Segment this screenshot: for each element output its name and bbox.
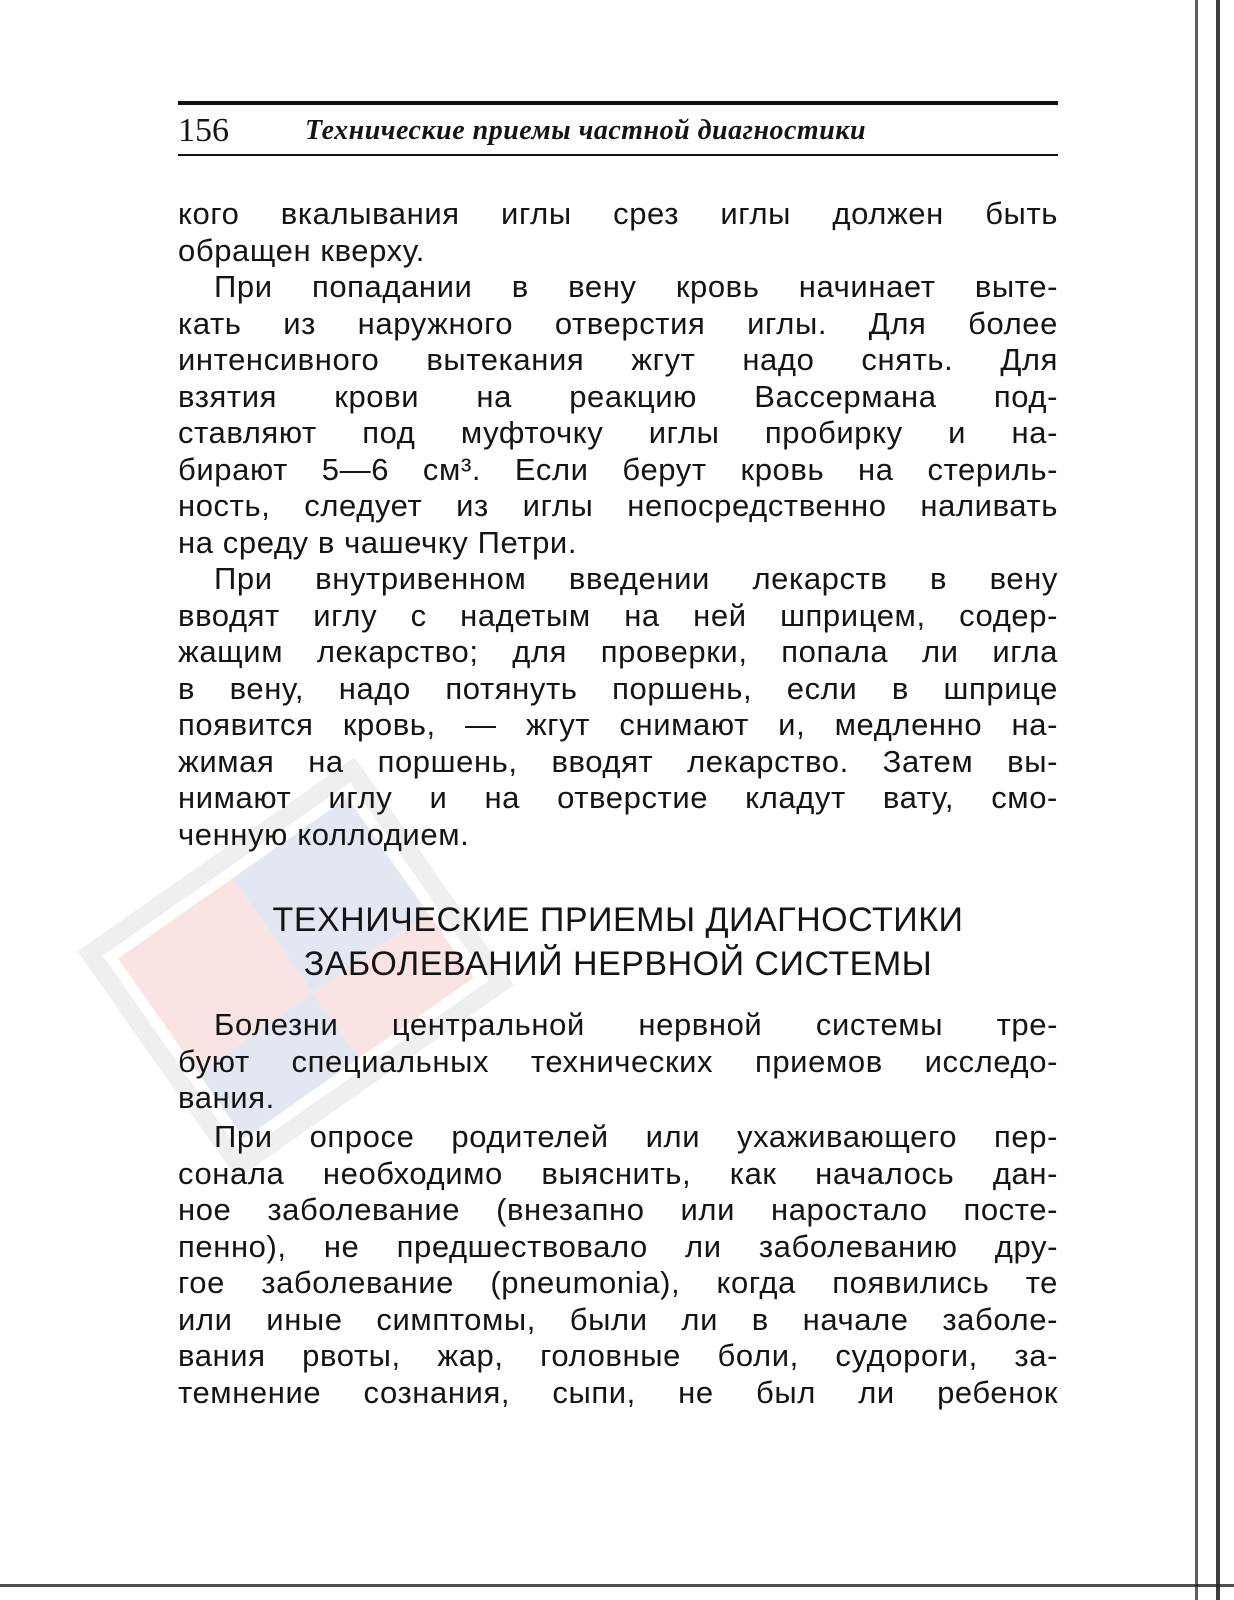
text-line: интенсивного вытекания жгут надо снять. Для xyxy=(178,342,1058,377)
text-line: При внутривенном введении лекарств в вену xyxy=(214,561,1058,596)
section-heading-line: ЗАБОЛЕВАНИЙ НЕРВНОЙ СИСТЕМЫ xyxy=(303,945,933,983)
text-line: бирают 5—6 см³. Если берут кровь на стериль- xyxy=(178,451,1058,487)
text-line: вводят иглу с надетым на ней шприцем, содер- xyxy=(178,597,1058,633)
text-line: обращен кверху. xyxy=(178,232,425,268)
text-line: пенно), не предшествовало ли заболеванию дру- xyxy=(178,1228,1058,1264)
text-line: ное заболевание (внезапно или наростало посте- xyxy=(178,1192,1058,1227)
text-line: ность, следует из иглы непосредственно наливать xyxy=(178,488,1058,523)
text-line: Болезни центральной нервной системы тре- xyxy=(214,1007,1058,1042)
text-line: При попадании в вену кровь начинает выте- xyxy=(214,269,1058,304)
header-rule xyxy=(178,154,1058,156)
page-number: 156 xyxy=(178,112,229,149)
scan-edge-line xyxy=(1195,0,1198,1600)
text-line: гое заболевание (pneumonia), когда появились те xyxy=(178,1265,1058,1300)
header-rule xyxy=(178,101,1058,105)
text-line: сонала необходимо выяснить, как началось дан- xyxy=(178,1155,1058,1191)
paragraph-intravenous xyxy=(178,561,1058,853)
text-line: в вену, надо потянуть поршень, если в шприце xyxy=(178,670,1058,706)
text-line: вания. xyxy=(178,1080,275,1115)
text-line: или иные симптомы, были ли в начале заболе- xyxy=(178,1301,1058,1337)
section-heading-line: ТЕХНИЧЕСКИЕ ПРИЕМЫ ДИАГНОСТИКИ xyxy=(272,901,964,939)
text-line: на среду в чашечку Петри. xyxy=(178,524,578,560)
text-line: ченную коллодием. xyxy=(178,816,470,852)
paragraph-anamnesis xyxy=(178,1119,1058,1411)
text-line: кого вкалывания иглы срез иглы должен быть xyxy=(178,196,1058,231)
scan-bottom-line xyxy=(0,1584,1234,1587)
running-title: Технические приемы частной диагностики xyxy=(305,115,867,146)
text-line: жащим лекарство; для проверки, попала ли игла xyxy=(178,634,1058,669)
text-line: буют специальных технических приемов исследо- xyxy=(178,1043,1058,1079)
text-line: появится кровь, — жгут снимают и, медленно на- xyxy=(178,707,1058,742)
text-line: жимая на поршень, вводят лекарство. Затем вы- xyxy=(178,743,1058,779)
text-line: При опросе родителей или ухаживающего пер- xyxy=(214,1119,1058,1154)
paragraph-blood-sampling xyxy=(178,269,1058,561)
text-line: нимают иглу и на отверстие кладут вату, смо- xyxy=(178,780,1058,815)
paragraph-continuation xyxy=(178,196,1058,269)
text-line: взятия крови на реакцию Вассермана под- xyxy=(178,378,1058,414)
text-line: кать из наружного отверстия иглы. Для более xyxy=(178,305,1058,341)
text-line: темнение сознания, сыпи, не был ли ребенок xyxy=(178,1374,1058,1410)
scan-edge-line xyxy=(1216,0,1220,1600)
text-line: вания рвоты, жар, головные боли, судороги, за- xyxy=(178,1338,1058,1373)
section-heading xyxy=(178,898,1058,986)
text-line: ставляют под муфточку иглы пробирку и на- xyxy=(178,415,1058,450)
paragraph-cns-intro xyxy=(178,1007,1058,1117)
